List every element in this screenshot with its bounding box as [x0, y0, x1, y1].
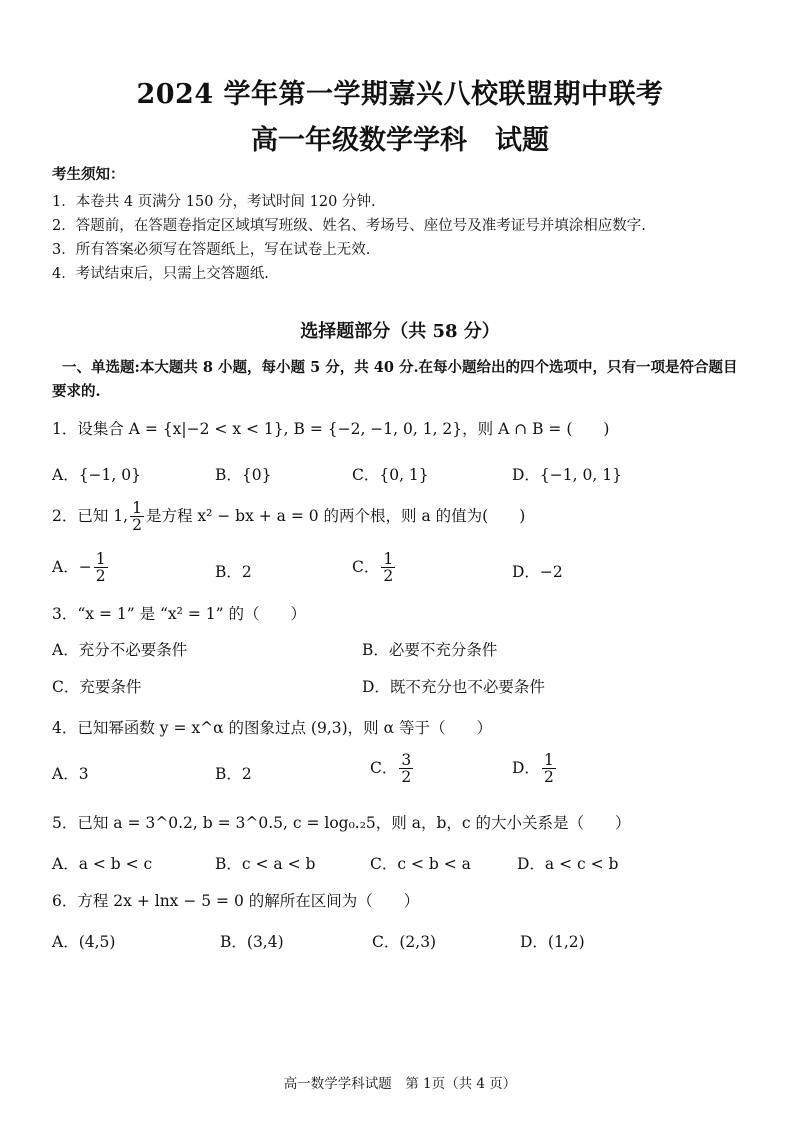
question-6-option-c: C．(2,3)	[372, 933, 437, 951]
question-5-option-a: A．a < b < c	[52, 855, 153, 873]
question-4-option-a: A．3	[52, 765, 89, 783]
question-2-option-d: D．−2	[512, 563, 563, 581]
section-heading: 选择题部分（共 58 分）	[300, 321, 500, 342]
question-3-option-b: B．必要不充分条件	[362, 641, 498, 659]
question-1-option-c: C．{0, 1}	[352, 466, 429, 484]
question-3-option-a: A．充分不必要条件	[52, 641, 188, 659]
question-2-option-b: B．2	[215, 563, 252, 581]
question-6-option-d: D．(1,2)	[520, 933, 585, 951]
question-5-stem: 5．已知 a = 3^0.2, b = 3^0.5, c = log₀.₂5，则 a，b，c 的大小关系是（ ）	[52, 814, 631, 832]
page-footer: 高一数学学科试题 第 1页（共 4 页）	[283, 1076, 517, 1092]
question-1-option-b: B．{0}	[215, 466, 272, 484]
question-3-stem: 3．“x = 1” 是 “x² = 1” 的（ ）	[52, 605, 306, 623]
question-6-option-b: B．(3,4)	[220, 933, 284, 951]
question-6-option-a: A．(4,5)	[52, 933, 116, 951]
notice-item: 2．答题前，在答题卷指定区域填写班级、姓名、考场号、座位号及准考证号并填涂相应数字.	[52, 218, 646, 234]
question-5-option-c: C．c < b < a	[370, 855, 471, 873]
question-2-stem-suffix: 是方程 x² − bx + a = 0 的两个根，则 a 的值为( )	[145, 506, 526, 525]
question-4-option-c: C． $\frac{3}{2}$	[370, 751, 412, 787]
question-2-fraction: $\frac{1}{2}$	[132, 499, 142, 535]
question-4-stem: 4．已知幂函数 y = x^α 的图象过点 (9,3)，则 α 等于（ ）	[52, 719, 493, 737]
subtitle-subject: 高一年级数学学科	[251, 125, 467, 156]
question-3-option-c: C．充要条件	[52, 678, 142, 696]
question-2-stem-prefix: 2．已知 1,	[52, 506, 129, 525]
question-5-option-d: D．a < c < b	[517, 855, 619, 873]
question-3-option-d: D．既不充分也不必要条件	[362, 678, 545, 696]
question-4-option-b: B．2	[215, 765, 252, 783]
question-2-option-a: A．− $\frac{1}{2}$	[52, 550, 106, 586]
notice-item: 3．所有答案必须写在答题纸上，写在试卷上无效.	[52, 242, 371, 258]
question-1-option-d: D．{−1, 0, 1}	[512, 466, 622, 484]
notice-item: 1．本卷共 4 页满分 150 分，考试时间 120 分钟.	[52, 194, 376, 210]
notice-item: 4．考试结束后，只需上交答题纸.	[52, 266, 269, 282]
question-2-option-c: C． $\frac{1}{2}$	[352, 550, 394, 586]
question-6-stem: 6．方程 2x + lnx − 5 = 0 的解所在区间为（ ）	[52, 892, 420, 910]
exam-subtitle	[0, 118, 800, 157]
question-5-option-b: B．c < a < b	[215, 855, 316, 873]
part-description: 一、单选题:本大题共 8 小题，每小题 5 分，共 40 分.在每小题给出的四个选项中，只有一项是符合题目要求的.	[52, 359, 738, 400]
subtitle-label: 试题	[495, 125, 549, 156]
exam-title: 2024 学年第一学期嘉兴八校联盟期中联考	[136, 79, 664, 110]
question-1-stem: 1．设集合 A = {x|−2 < x < 1}, B = {−2, −1, 0, 1, 2}，则 A ∩ B = ( )	[52, 420, 610, 438]
question-4-option-d: D． $\frac{1}{2}$	[512, 751, 554, 787]
notice-heading: 考生须知：	[52, 166, 125, 183]
question-1-option-a: A．{−1, 0}	[52, 466, 141, 484]
question-2-stem	[52, 500, 525, 534]
